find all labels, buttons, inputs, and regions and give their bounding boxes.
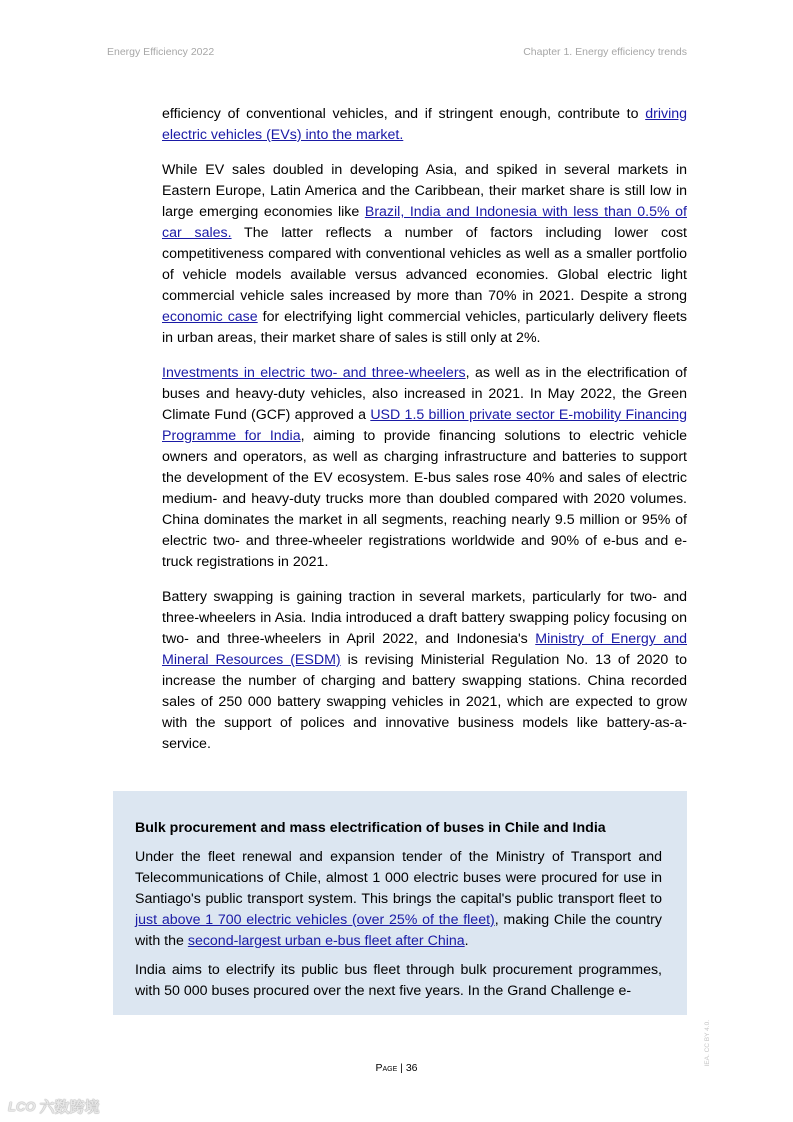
running-header-right: Chapter 1. Energy efficiency trends <box>523 46 687 58</box>
paragraph-2 <box>162 160 687 349</box>
watermark <box>8 1096 99 1117</box>
license-note: IEA. CC BY 4.0. <box>704 1020 711 1067</box>
page-footer: Page | 36 <box>375 1062 418 1074</box>
highlight-box <box>113 791 687 1015</box>
link-emobility-financing-programme[interactable]: USD 1.5 billion private sector E-mobility Financing Programme for India <box>162 407 687 444</box>
text-segment: , as well as in the electrification of buses and heavy-duty vehicles, also increased in 2021. In May 2022, the Green Climate Fund (GCF) approved a <box>162 365 687 423</box>
link-driving-evs-into-market[interactable]: driving electric vehicles (EVs) into the market. <box>162 106 687 143</box>
box-title: Bulk procurement and mass electrification of buses in Chile and India <box>135 820 606 836</box>
page-label: Page <box>375 1062 398 1074</box>
watermark-text: 六数跨境 <box>39 1099 100 1116</box>
text-segment: is revising Ministerial Regulation No. 13 of 2020 to increase the number of charging and battery swapping stations. China recorded sales of 250 000 battery swapping vehicles in 2021, which are expected to grow with the support of polices and innovative business models like battery-as-a-service. <box>162 652 688 752</box>
box-paragraph-1 <box>135 847 662 952</box>
paragraph-3 <box>162 363 687 573</box>
paragraph-4 <box>162 587 687 755</box>
text-segment: Battery swapping is gaining traction in several markets, particularly for two- and three-wheelers in Asia. India introduced a draft battery swapping policy focusing on two- and three-wheelers in April 2022, and Indonesia's <box>162 589 687 647</box>
text-segment: Under the fleet renewal and expansion tender of the Ministry of Transport and Telecommunications of Chile, almost 1 000 electric buses were procured for use in Santiago's public transport system. This brings the capital's public transport fleet to <box>135 849 662 907</box>
link-economic-case[interactable]: economic case <box>162 309 258 325</box>
running-header-left: Energy Efficiency 2022 <box>107 46 215 58</box>
main-text <box>162 104 687 769</box>
watermark-logo-icon: LCO <box>8 1099 36 1114</box>
text-segment: The latter reflects a number of factors including lower cost competitiveness compared with conventional vehicles as well as a smaller portfolio of vehicle models available versus advanced economies. Global electric light commercial vehicle sales increased by more than 70% in 2021. Despite a strong <box>162 225 687 304</box>
link-brazil-india-indonesia[interactable]: Brazil, India and Indonesia with less than 0.5% of car sales. <box>162 204 687 241</box>
text-segment: . <box>464 933 469 949</box>
link-ministry-energy-esdm[interactable]: Ministry of Energy and Mineral Resources (ESDM) <box>162 631 687 668</box>
text-segment: , making Chile the country with the <box>135 912 662 949</box>
link-1700-electric-vehicles[interactable]: just above 1 700 electric vehicles (over 25% of the fleet) <box>135 912 495 928</box>
text-segment: While EV sales doubled in developing Asia, and spiked in several markets in Eastern Europe, Latin America and the Caribbean, their market share is still low in large emerging economies like <box>162 162 687 220</box>
link-second-largest-ebus-fleet[interactable]: second-largest urban e-bus fleet after China <box>187 933 465 949</box>
text-segment: , aiming to provide financing solutions to electric vehicle owners and operators, as well as charging infrastructure and batteries to support the development of the EV ecosystem. E-bus sales rose 40% and sales of electric medium- and heavy-duty trucks more than doubled compared with 2020 volumes. China dominates the market in all segments, reaching nearly 9.5 million or 95% of electric two- and three-wheeler registrations worldwide and 90% of e-bus and e-truck registrations in 2021. <box>162 428 687 570</box>
text-segment: for electrifying light commercial vehicles, particularly delivery fleets in urban areas, their market share of sales is still only at 2%. <box>162 309 687 346</box>
box-paragraph-2 <box>135 960 662 1002</box>
paragraph-1 <box>162 104 687 146</box>
link-investments-two-three-wheelers[interactable]: Investments in electric two- and three-wheelers <box>162 365 466 381</box>
page-number: 36 <box>405 1062 418 1074</box>
text-segment: India aims to electrify its public bus fleet through bulk procurement programmes, with 50 000 buses procured over the next five years. In the Grand Challenge e- <box>135 962 662 999</box>
text-segment: efficiency of conventional vehicles, and if stringent enough, contribute to <box>162 106 646 122</box>
